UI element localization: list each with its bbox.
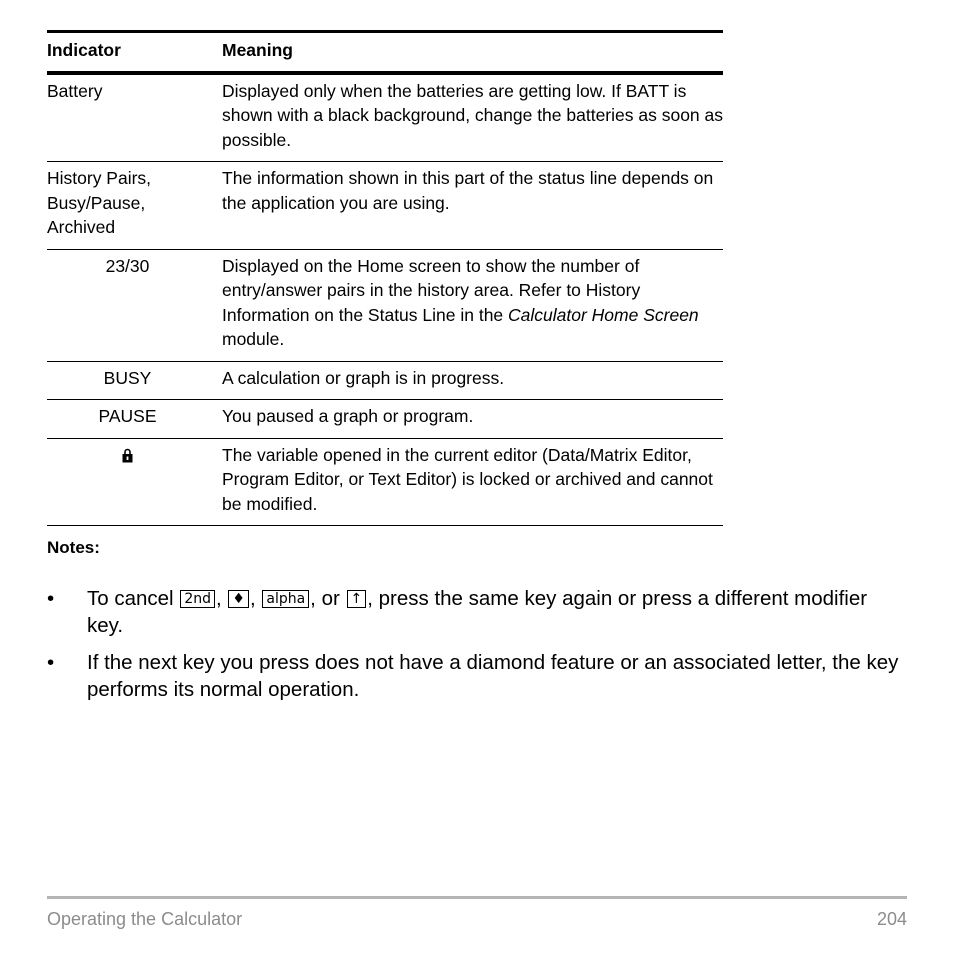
indicator-cell: PAUSE bbox=[98, 406, 157, 426]
indicator-cell bbox=[47, 438, 222, 526]
indicator-cell: History Pairs, Busy/Pause, Archived bbox=[47, 168, 152, 237]
indicator-cell: 23/30 bbox=[105, 255, 150, 276]
meaning-cell: The information shown in this part of the status line depends on the application you are using. bbox=[222, 168, 714, 213]
header-indicator: Indicator bbox=[47, 40, 121, 60]
table-header-row bbox=[47, 32, 723, 73]
indicator-cell: Battery bbox=[47, 80, 103, 101]
note-text: , bbox=[215, 587, 228, 610]
table-row bbox=[47, 162, 723, 250]
note-text: , or bbox=[310, 587, 346, 610]
meaning-cell: You paused a graph or program. bbox=[222, 406, 474, 426]
note-text: If the next key you press does not have a diamond feature or an associated letter, the key performs its normal operation. bbox=[87, 651, 899, 701]
note-text: , press the same key again or press a different modifier key. bbox=[87, 587, 868, 637]
footer-divider bbox=[47, 896, 907, 899]
meaning-cell: Displayed only when the batteries are getting low. If BATT is shown with a black background, change the batteries as soon as possible. bbox=[222, 80, 724, 150]
meaning-cell: A calculation or graph is in progress. bbox=[222, 367, 505, 388]
meaning-cell bbox=[222, 249, 723, 361]
indicator-cell: BUSY bbox=[103, 367, 152, 388]
module-name: Calculator Home Screen bbox=[508, 304, 699, 325]
indicator-table bbox=[47, 30, 723, 526]
table-row bbox=[47, 73, 723, 162]
table-row bbox=[47, 438, 723, 526]
notes-list bbox=[47, 586, 907, 714]
key-shift-icon: ↑ bbox=[347, 590, 367, 608]
list-item bbox=[47, 650, 907, 703]
table-row bbox=[47, 400, 723, 439]
table-row bbox=[47, 361, 723, 400]
meaning-text: Displayed on the Home screen to show the number of entry/answer pairs in the history area. Refer to History Information on the Status Line in the bbox=[222, 255, 641, 325]
key-2nd-icon: 2nd bbox=[180, 590, 215, 608]
bullet: • bbox=[47, 651, 55, 674]
meaning-text: module. bbox=[222, 329, 285, 349]
key-diamond-icon: ♦ bbox=[228, 590, 249, 608]
key-alpha-icon: alpha bbox=[262, 590, 309, 608]
note-text: , bbox=[249, 587, 262, 610]
table-row bbox=[47, 249, 723, 361]
page-number: 204 bbox=[876, 909, 907, 929]
list-item bbox=[47, 586, 907, 639]
header-meaning: Meaning bbox=[222, 40, 293, 60]
footer-section-title: Operating the Calculator bbox=[47, 909, 243, 929]
meaning-cell: The variable opened in the current editor (Data/Matrix Editor, Program Editor, or Text Editor) is locked or archived and cannot be modified. bbox=[222, 444, 713, 514]
bullet: • bbox=[47, 587, 55, 610]
note-text: To cancel bbox=[87, 587, 180, 610]
notes-title: Notes: bbox=[47, 538, 100, 557]
lock-icon bbox=[122, 448, 133, 463]
indicator-table-container bbox=[47, 30, 723, 526]
